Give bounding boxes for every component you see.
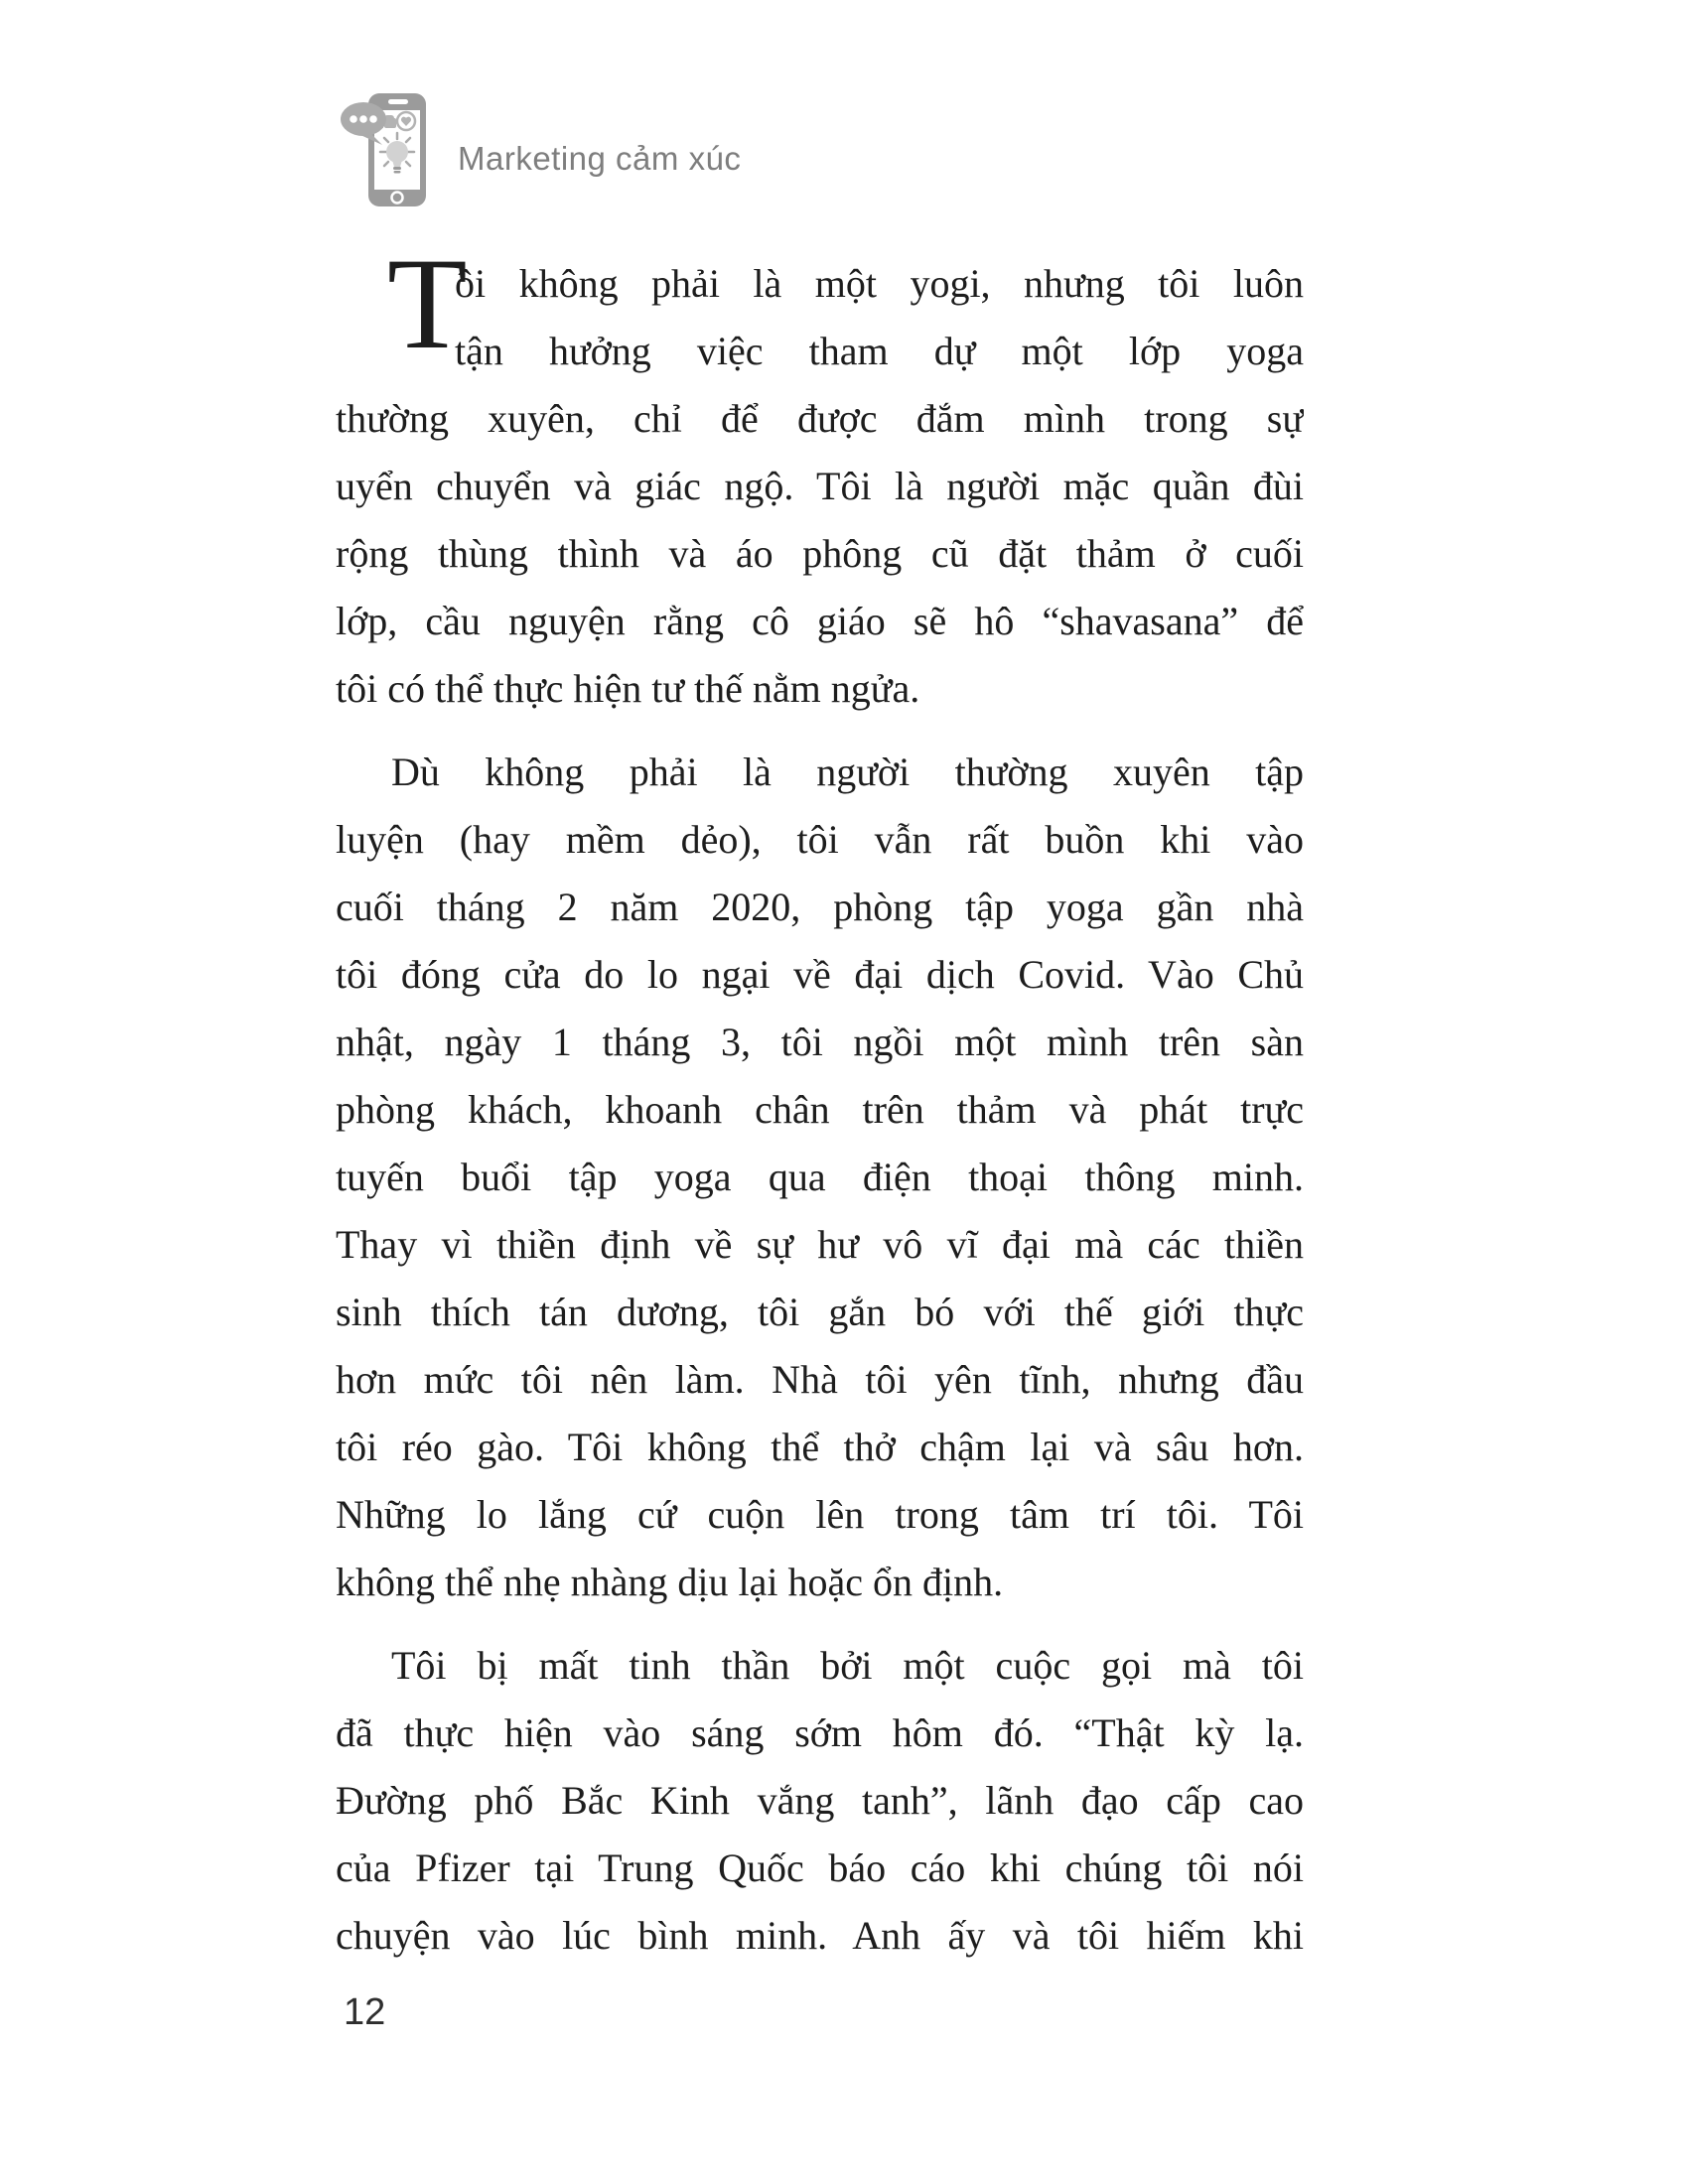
text-line: ôi không phải là một yogi, nhưng tôi luôn [455,261,1304,306]
text-line: tôi đóng cửa do lo ngại về đại dịch Covid. Vào Chủ [336,952,1304,997]
text-line: Thay vì thiền định về sự hư vô vĩ đại mà các thiền [336,1222,1304,1267]
text-block [336,230,1304,1985]
text-line: sinh thích tán dương, tôi gắn bó với thế giới thực [336,1290,1304,1334]
text-line: chuyện vào lúc bình minh. Anh ấy và tôi hiếm khi [336,1913,1304,1958]
text-line: đã thực hiện vào sáng sớm hôm đó. “Thật kỳ lạ. [336,1710,1304,1755]
running-header-title: Marketing cảm xúc [458,140,742,177]
text-line: rộng thùng thình và áo phông cũ đặt thảm ở cuối [336,531,1304,576]
text-line: phòng khách, khoanh chân trên thảm và phát trực [336,1087,1304,1132]
text-line: không thể nhẹ nhàng dịu lại hoặc ổn định. [336,1560,1004,1604]
text-line: uyển chuyển và giác ngộ. Tôi là người mặc quần đùi [336,464,1304,508]
text-line: thường xuyên, chỉ để được đắm mình trong sự [336,396,1304,441]
text-line: tận hưởng việc tham dự một lớp yoga [455,329,1304,373]
text-line: tôi réo gào. Tôi không thể thở chậm lại và sâu hơn. [336,1425,1304,1469]
text-line: Những lo lắng cứ cuộn lên trong tâm trí tôi. Tôi [336,1492,1304,1537]
paragraph [336,739,1304,1616]
paragraph [336,1632,1304,1970]
text-line: nhật, ngày 1 tháng 3, tôi ngồi một mình trên sàn [336,1020,1304,1064]
text-line: lớp, cầu nguyện rằng cô giáo sẽ hô “shavasana” để [336,599,1304,643]
text-line: tôi có thể thực hiện tư thế nằm ngửa. [336,666,920,711]
text-line: của Pfizer tại Trung Quốc báo cáo khi chúng tôi nói [336,1845,1304,1890]
text-line: Đường phố Bắc Kinh vắng tanh”, lãnh đạo cấp cao [336,1778,1304,1823]
text-line: tuyến buổi tập yoga qua điện thoại thông minh. [336,1155,1304,1199]
text-line: hơn mức tôi nên làm. Nhà tôi yên tĩnh, nhưng đầu [336,1357,1304,1402]
text-line: Tôi bị mất tinh thần bởi một cuộc gọi mà tôi [391,1643,1304,1688]
drop-cap: T [387,230,468,376]
text-line: Dù không phải là người thường xuyên tập [391,750,1304,794]
smartphone-social-marketing-icon [341,83,432,212]
page-number: 12 [344,1991,386,2033]
page-header [341,83,741,212]
text-line: cuối tháng 2 năm 2020, phòng tập yoga gần nhà [336,885,1304,929]
text-line: luyện (hay mềm dẻo), tôi vẫn rất buồn khi vào [336,817,1304,862]
paragraph [336,230,1304,723]
